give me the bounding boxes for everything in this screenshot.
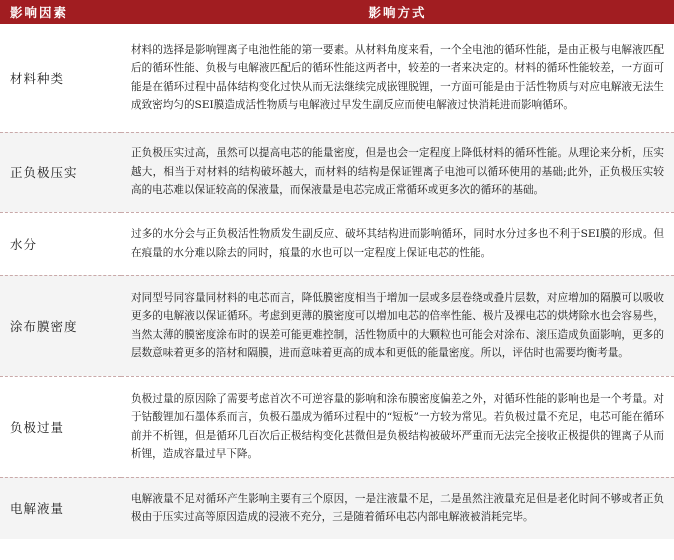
- factor-cell: 材料种类: [0, 24, 121, 132]
- factor-cell: 电解液量: [0, 477, 121, 539]
- table-row: [0, 132, 674, 212]
- factor-cell: 负极过量: [0, 376, 121, 477]
- effect-cell: 正负极压实过高，虽然可以提高电芯的能量密度，但是也会一定程度上降低材料的循环性能。从理论来分析，压实越大，相当于对材料的结构破坏越大，而材料的结构是保证锂离子电池可以循环使用的基础;此外，正负极压实较高的电芯难以保证较高的保液量，而保液量是电芯完成正常循环或更多次的循环的基础。: [121, 132, 674, 212]
- table-row: [0, 275, 674, 376]
- header-row: [0, 0, 674, 24]
- table-body: [0, 24, 674, 539]
- effect-cell: 对同型号同容量同材料的电芯而言，降低膜密度相当于增加一层或多层卷绕或叠片层数，对应增加的隔膜可以吸收更多的电解液以保证循环。考虑到更薄的膜密度可以增加电芯的倍率性能、极片及裸电芯的烘烤除水也会容易些，当然太薄的膜密度涂布时的误差可能更难控制，活性物质中的大颗粒也可能会对涂布、滚压造成负面影响，更多的层数意味着更多的箔材和隔膜，进而意味着更高的成本和更低的能量密度。所以，评估时也需要均衡考量。: [121, 275, 674, 376]
- effect-cell: 负极过量的原因除了需要考虑首次不可逆容量的影响和涂布膜密度偏差之外，对循环性能的影响也是一个考量。对于钴酸锂加石墨体系而言，负极石墨成为循环过程中的“短板”一方较为常见。若负极过量不充足，电芯可能在循环前并不析锂，但是循环几百次后正极结构变化甚微但是负极结构被破坏严重而无法完全接收正极提供的锂离子从而析锂，造成容量过早下降。: [121, 376, 674, 477]
- table-row: [0, 477, 674, 539]
- header-factor: 影响因素: [0, 0, 121, 24]
- effect-cell: 材料的选择是影响锂离子电池性能的第一要素。从材料角度来看，一个全电池的循环性能，是由正极与电解液匹配后的循环性能、负极与电解液匹配后的循环性能这两者中，较差的一者来决定的。材料的循环性能较差，一方面可能是在循环过程中晶体结构变化过快从而无法继续完成嵌锂脱锂，一方面可能是由于活性物质与对应电解液无法生成致密均匀的SEI膜造成活性物质与电解液过早发生副反应而使电解液过快消耗进而影响循环。: [121, 24, 674, 132]
- table-header: [0, 0, 674, 24]
- header-effect: 影响方式: [121, 0, 674, 24]
- factor-cell: 水分: [0, 212, 121, 275]
- effect-cell: 电解液量不足对循环产生影响主要有三个原因，一是注液量不足，二是虽然注液量充足但是老化时间不够或者正负极由于压实过高等原因造成的浸液不充分，三是随着循环电芯内部电解液被消耗完毕。: [121, 477, 674, 539]
- factor-cell: 正负极压实: [0, 132, 121, 212]
- effect-cell: 过多的水分会与正负极活性物质发生副反应、破坏其结构进而影响循环，同时水分过多也不利于SEI膜的形成。但在痕量的水分难以除去的同时，痕量的水也可以一定程度上保证电芯的性能。: [121, 212, 674, 275]
- table-row: [0, 24, 674, 132]
- table-row: [0, 212, 674, 275]
- factor-cell: 涂布膜密度: [0, 275, 121, 376]
- table-row: [0, 376, 674, 477]
